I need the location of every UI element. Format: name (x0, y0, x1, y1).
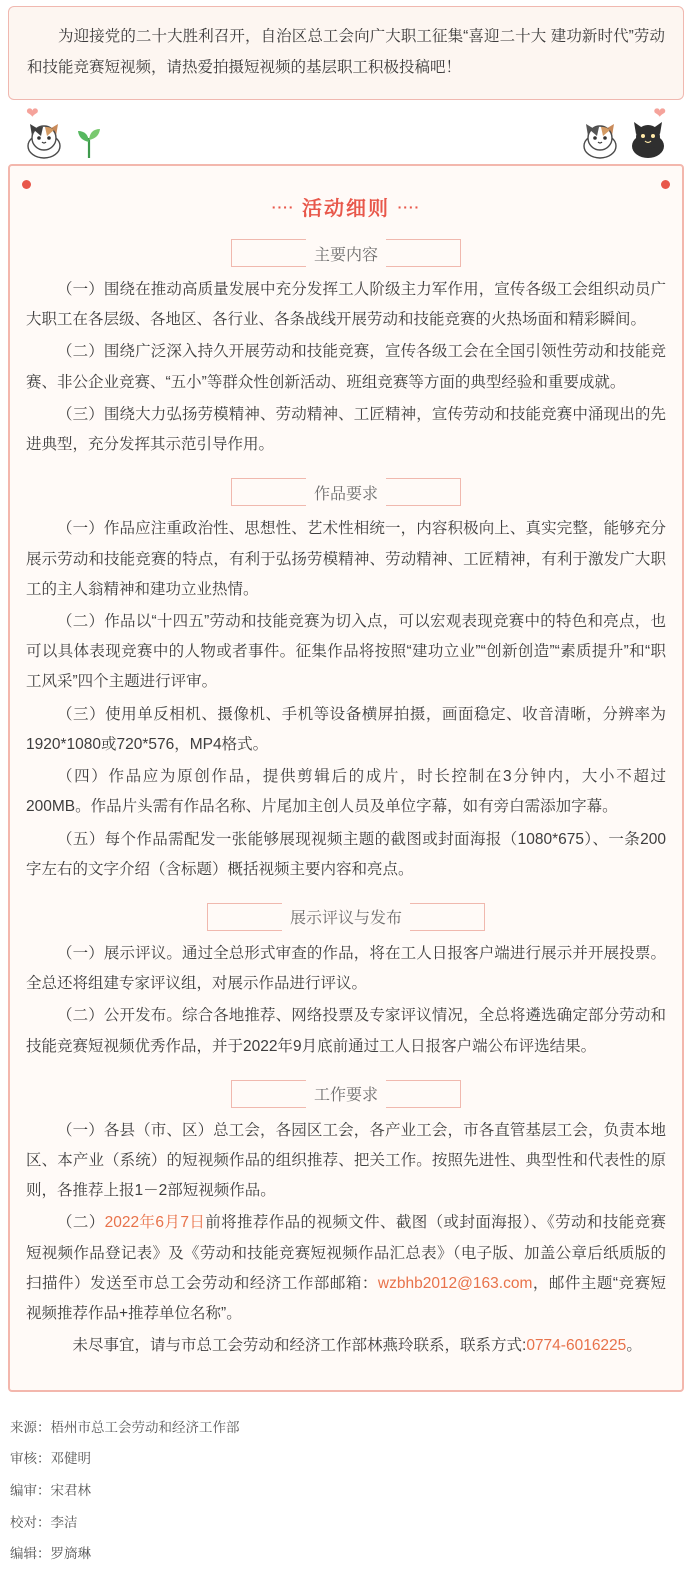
bracket-left (207, 903, 282, 931)
paragraph: （五）每个作品需配发一张能够展现视频主题的截图或封面海报（1080*675）、一条200字左右的文字介绍（含标题）概括视频主要内容和亮点。 (26, 830, 666, 878)
submission-body: 前将推荐作品的视频文件、截图（或封面海报）、《劳动和技能竞赛短视频作品登记表》及《劳动和技能竞赛短视频作品汇总表》（电子版、加盖公章后纸质版的扫描件）发送至市总工会劳动和经济工作部邮箱： (26, 1214, 666, 1292)
bracket-right (386, 239, 461, 267)
title-dots-left: ···· (271, 199, 295, 215)
heart-icon: ❤ (653, 105, 666, 122)
banner-text: 为迎接党的二十大胜利召开，自治区总工会向广大职工征集“喜迎二十大 建功新时代”劳动和技能竞赛短视频，请热爱拍摄短视频的基层职工积极投稿吧！ (27, 28, 665, 76)
deadline-date: 2022年6月7日 (104, 1214, 206, 1232)
paragraph-contact (26, 1331, 666, 1361)
footer-row-editor-in-chief: 编审：宋君林 (10, 1483, 91, 1498)
paragraph: （一）围绕在推动高质量发展中充分发挥工人阶级主力军作用，宣传各级工会组织动员广大职工在各层级、各地区、各行业、各条战线开展劳动和技能竞赛的火热场面和精彩瞬间。 (26, 281, 666, 329)
decorative-cats-row (8, 104, 684, 162)
contact-tail: 。 (626, 1337, 642, 1355)
footer-row-editor: 编辑：罗旖琳 (10, 1546, 91, 1562)
section-header-display-and-publish (26, 903, 666, 931)
top-banner (8, 6, 684, 100)
footer-meta (10, 1412, 682, 1571)
section-label: 工作要求 (313, 1087, 378, 1105)
bracket-left (231, 239, 306, 267)
cat-icon (626, 118, 670, 160)
section-header-main-content (26, 239, 666, 267)
paragraph: （三）使用单反相机、摄像机、手机等设备横屏拍摄，画面稳定、收音清晰，分辨率为1920*1080或720*576，MP4格式。 (26, 705, 666, 753)
contact-phone: 0774-6016225 (526, 1337, 627, 1355)
paragraph: （二）作品以“十四五”劳动和技能竞赛为切入点，可以宏观表现竞赛中的特色和亮点，也可以具体表现竞赛中的人物或者事件。征集作品将按照“建功立业”“创新创造”“素质提升”和“职工风采”四个主题进行评审。 (26, 612, 666, 691)
footer-row-reviewer: 审核：邓健明 (10, 1451, 91, 1467)
cat-icon (578, 118, 622, 160)
paragraph: （一）作品应注重政治性、思想性、艺术性相统一，内容积极向上、真实完整，能够充分展示劳动和技能竞赛的特点，有利于弘扬劳模精神、劳动精神、工匠精神，有利于激发广大职工的主人翁精神和建功立业热情。 (26, 520, 666, 598)
sprout-icon (74, 124, 104, 158)
page-title-text: 活动细则 (302, 198, 390, 220)
activity-rules-card (8, 164, 684, 1392)
item-prefix: （二） (57, 1214, 105, 1232)
footer-row-proofreader: 校对：李洁 (10, 1514, 78, 1530)
paragraph: （一）展示评议。通过全总形式审查的作品，将在工人日报客户端进行展示并开展投票。全总还将组建专家评议组，对展示作品进行评议。 (26, 944, 666, 993)
section-header-work-requirements (26, 478, 666, 506)
heart-icon: ❤ (26, 105, 39, 122)
footer-row-source: 来源：梧州市总工会劳动和经济工作部 (10, 1419, 240, 1435)
bracket-left (231, 478, 306, 506)
paragraph: （三）围绕大力弘扬劳模精神、劳动精神、工匠精神，宣传劳动和技能竞赛中涌现出的先进典型，充分发挥其示范引导作用。 (26, 405, 666, 454)
bracket-right (386, 478, 461, 506)
title-dots-right: ···· (397, 199, 421, 215)
page-root (0, 6, 692, 1580)
section-label: 展示评议与发布 (289, 910, 402, 928)
contact-prefix: 未尽事宜，请与市总工会劳动和经济工作部林燕玲联系，联系方式: (72, 1337, 527, 1355)
section-label: 主要内容 (313, 246, 378, 264)
section-label: 作品要求 (313, 485, 378, 503)
paragraph-submission (26, 1208, 666, 1329)
page-title (26, 192, 666, 221)
contact-email: wzbhb2012@163.com (377, 1274, 533, 1292)
paragraph: （二）围绕广泛深入持久开展劳动和技能竞赛，宣传各级工会在全国引领性劳动和技能竞赛、非公企业竞赛、“五小”等群众性创新活动、班组竞赛等方面的典型经验和重要成就。 (26, 343, 666, 391)
bracket-right (410, 903, 485, 931)
bracket-right (386, 1080, 461, 1108)
paragraph: （一）各县（市、区）总工会，各园区工会，各产业工会，市各直管基层工会，负责本地区、本产业（系统）的短视频作品的组织推荐、把关工作。按照先进性、典型性和代表性的原则，各推荐上报1－2部短视频作品。 (26, 1121, 666, 1200)
paragraph: （四）作品应为原创作品，提供剪辑后的成片，时长控制在3分钟内，大小不超过200MB。作品片头需有作品名称、片尾加主创人员及单位字幕，如有旁白需添加字幕。 (26, 768, 666, 816)
section-header-task-requirements (26, 1080, 666, 1108)
cat-icon (22, 118, 66, 160)
bracket-left (231, 1080, 306, 1108)
submission-tail: ，邮件主题“竞赛短视频推荐作品+推荐单位名称”。 (26, 1274, 666, 1323)
paragraph: （二）公开发布。综合各地推荐、网络投票及专家评议情况，全总将遴选确定部分劳动和技能竞赛短视频优秀作品，并于2022年9月底前通过工人日报客户端公布评选结果。 (26, 1007, 666, 1055)
